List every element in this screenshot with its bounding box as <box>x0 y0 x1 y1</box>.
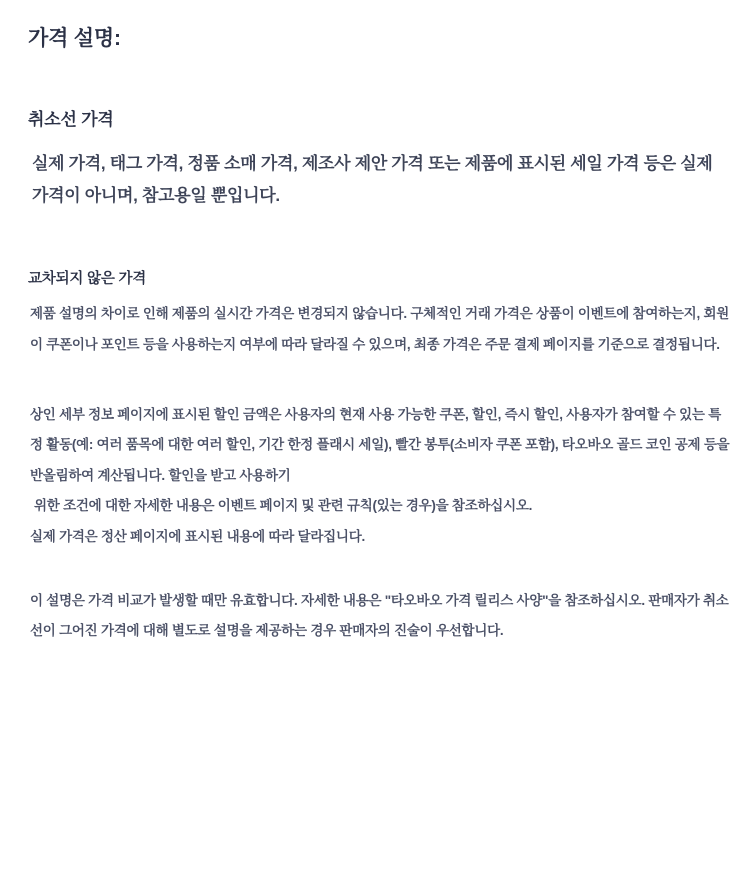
body-paragraph-usage-conditions: 위한 조건에 대한 자세한 내용은 이벤트 페이지 및 관련 규칙(있는 경우)을 참조하십시오. <box>34 498 533 514</box>
section-non-crossed-price <box>28 269 730 647</box>
body-paragraph-discount-calculation: 상인 세부 정보 페이지에 표시된 할인 금액은 사용자의 현재 사용 가능한 쿠폰, 할인, 즉시 할인, 사용자가 참여할 수 있는 특정 활동(예: 여러 품목에 대한 여러 할인, 기간 한정 플래시 세일), 빨간 봉투(소비자 쿠폰 포함), 타오바오 골드 코인 공제 등을 반올림하여 계산됩니다. 할인을 받고 사용하기 <box>30 407 730 483</box>
section-heading-strikethrough-price: 취소선 가격 <box>28 110 114 130</box>
page-title: 가격 설명: <box>28 27 121 50</box>
section-strikethrough-price <box>28 108 730 211</box>
body-paragraph-price-comparison-note: 이 설명은 가격 비교가 발생할 때만 유효합니다. 자세한 내용은 "타오바오 가격 릴리스 사양"을 참조하십시오. 판매자가 취소선이 그어진 가격에 대해 별도로 설명을 제공하는 경우 판매자의 진술이 우선합니다. <box>30 592 729 639</box>
section-heading-non-crossed-price: 교차되지 않은 가격 <box>28 271 147 288</box>
body-paragraph-realtime-price: 제품 설명의 차이로 인해 제품의 실시간 가격은 변경되지 않습니다. 구체적인 거래 가격은 상품이 이벤트에 참여하는지, 회원이 쿠폰이나 포인트 등을 사용하는지 여부에 따라 달라질 수 있으며, 최종 가격은 주문 결제 페이지를 기준으로 결정됩니다. <box>30 306 730 352</box>
lead-paragraph-strikethrough-price: 실제 가격, 태그 가격, 정품 소매 가격, 제조사 제안 가격 또는 제품에 표시된 세일 가격 등은 실제 가격이 아니며, 참고용일 뿐입니다. <box>32 154 713 205</box>
body-paragraph-settlement-page: 실제 가격은 정산 페이지에 표시된 내용에 따라 달라집니다. <box>30 528 365 544</box>
